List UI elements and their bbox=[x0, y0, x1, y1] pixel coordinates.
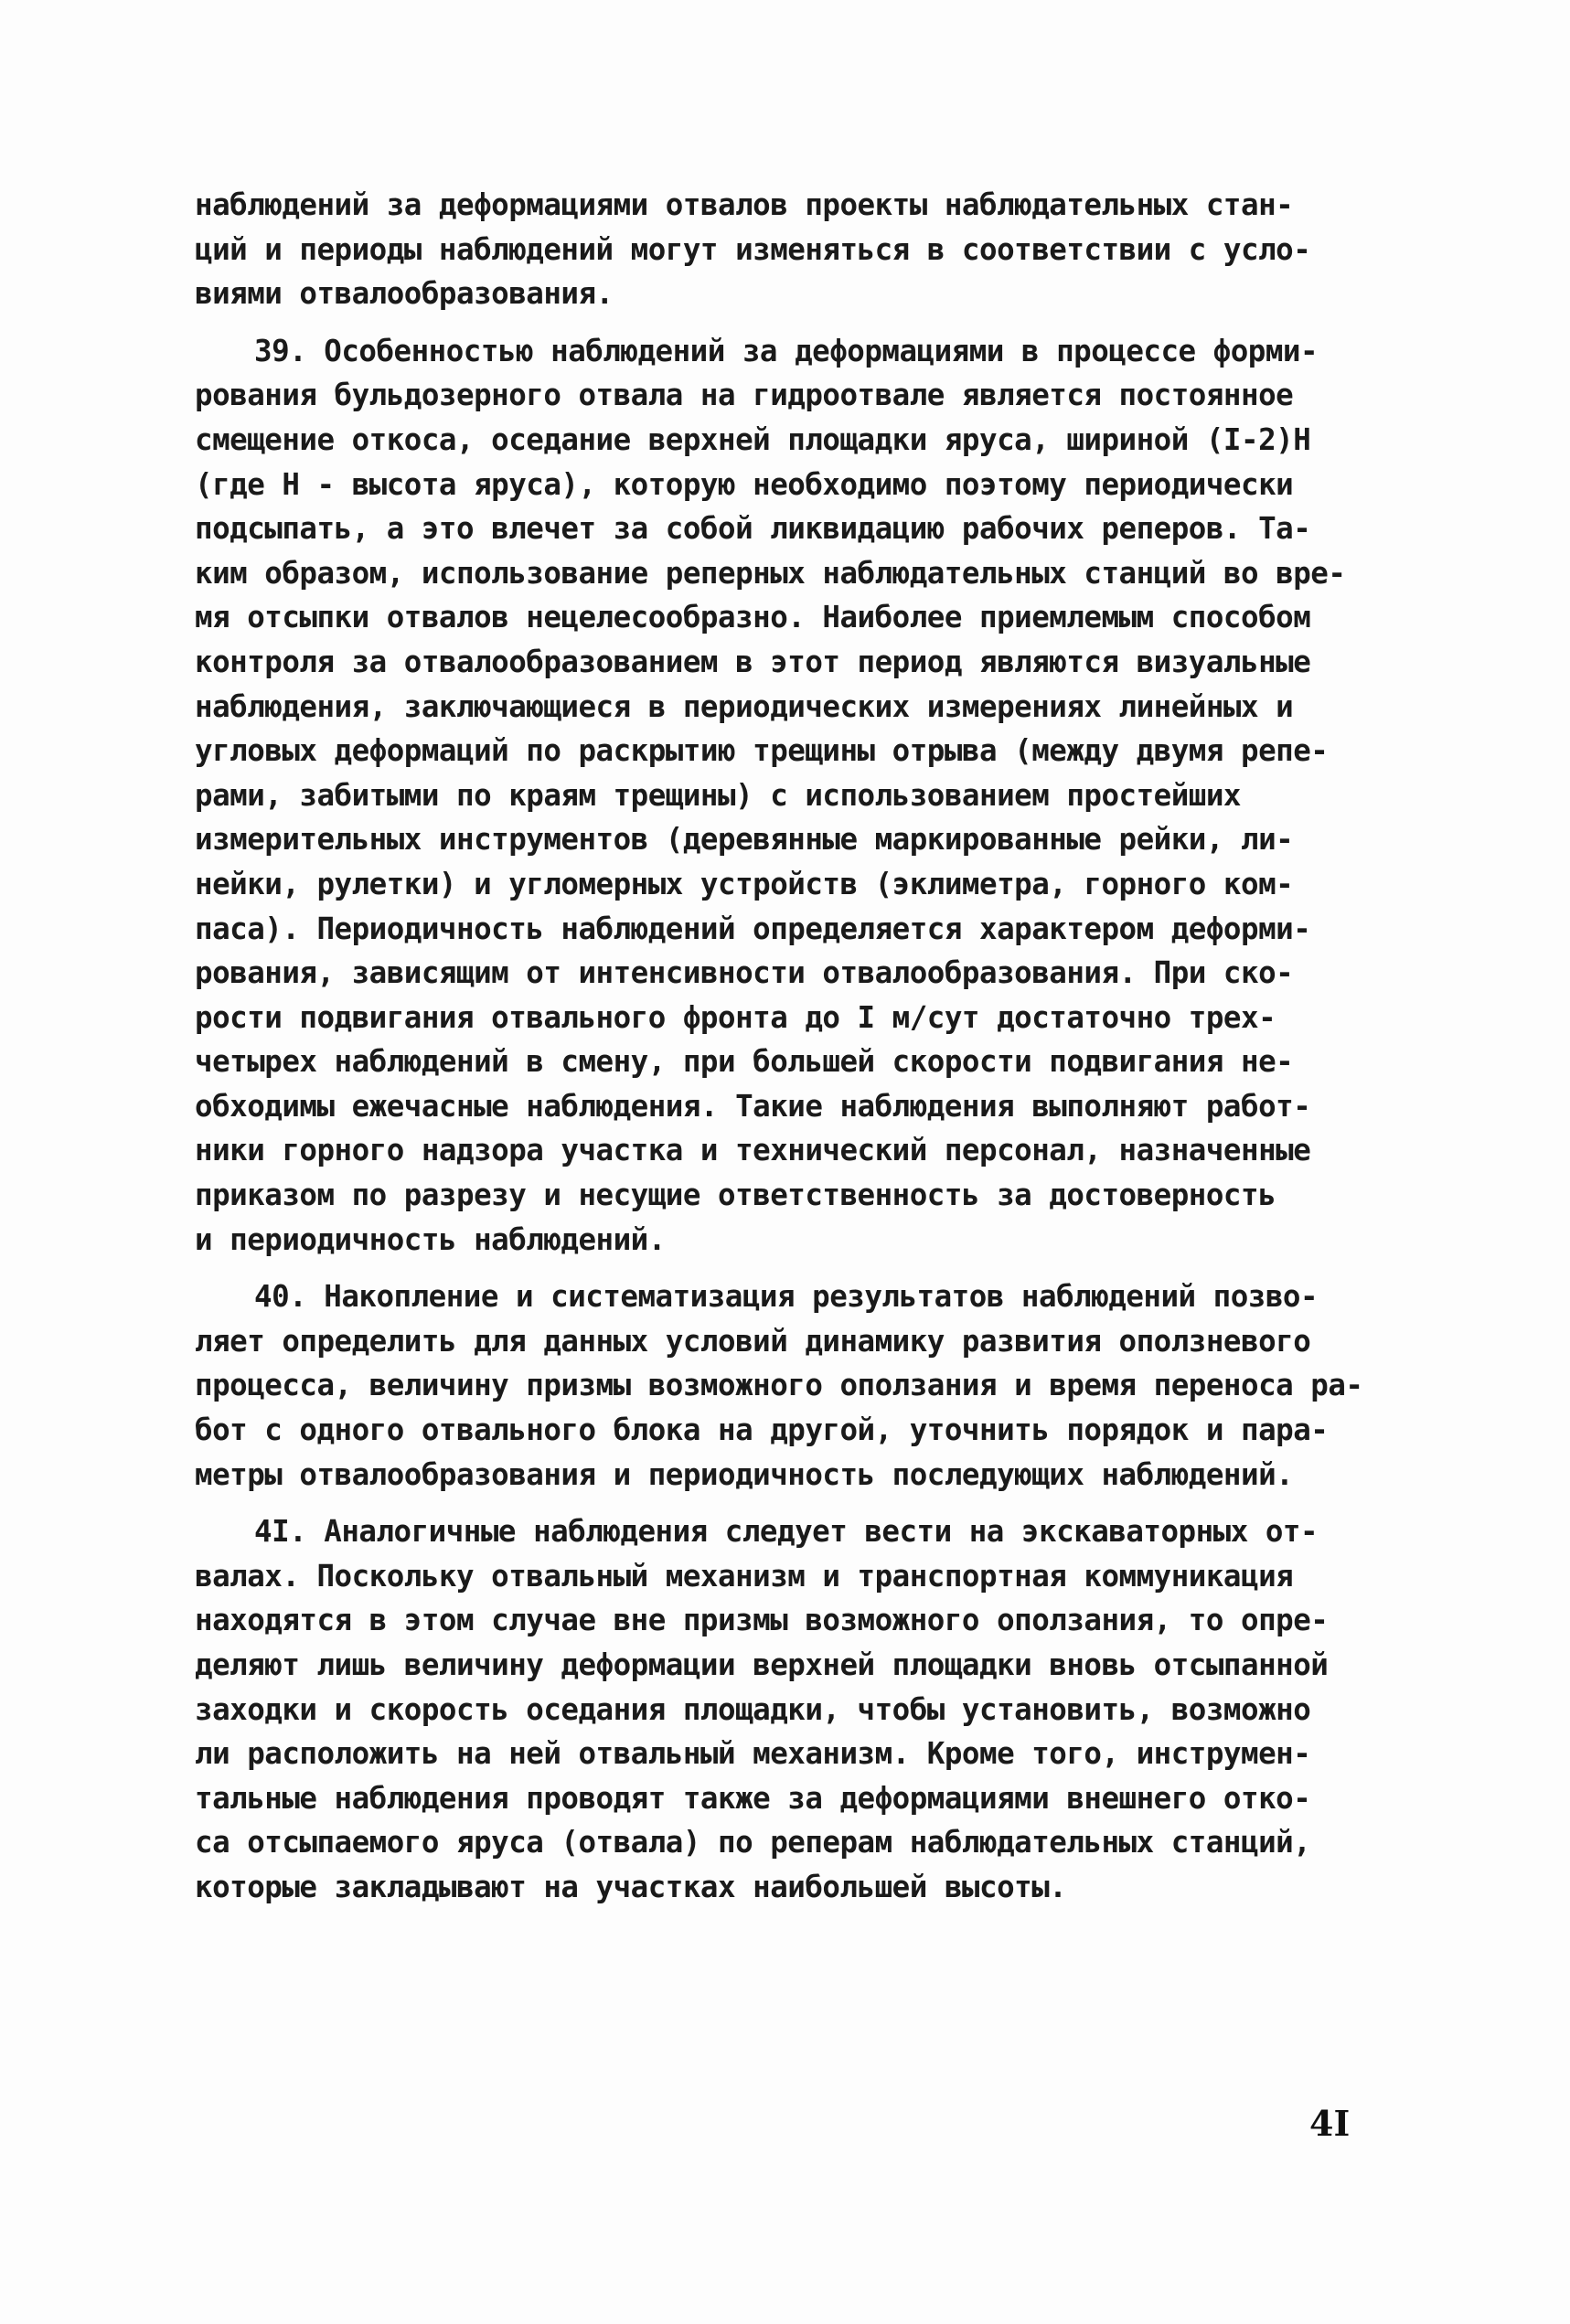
text-line: рования бульдозерного отвала на гидроотвале является постоянное bbox=[195, 378, 1294, 413]
text-line: рами, забитыми по краям трещины) с использованием простейших bbox=[195, 777, 1241, 813]
body-text bbox=[195, 183, 1411, 1910]
text-line: 39. Особенностью наблюдений за деформациями в процессе форми- bbox=[254, 333, 1319, 368]
text-line: обходимы ежечасные наблюдения. Такие наблюдения выполняют работ- bbox=[195, 1088, 1311, 1124]
paragraph-41 bbox=[195, 1509, 1411, 1909]
text-line: паса). Периодичность наблюдений определяется характером деформи- bbox=[195, 911, 1311, 946]
text-line: деляют лишь величину деформации верхней площадки вновь отсыпанной bbox=[195, 1647, 1329, 1682]
text-line: (где Н - высота яруса), которую необходимо поэтому периодически bbox=[195, 466, 1294, 502]
text-line: ляет определить для данных условий динамику развития оползневого bbox=[195, 1323, 1311, 1359]
text-line: четырех наблюдений в смену, при большей скорости подвигания не- bbox=[195, 1044, 1294, 1080]
text-line: 4I. Аналогичные наблюдения следует вести на экскаваторных от- bbox=[254, 1514, 1319, 1550]
text-line: заходки и скорость оседания площадки, чтобы установить, возможно bbox=[195, 1691, 1311, 1727]
text-line: наблюдений за деформациями отвалов проекты наблюдательных стан- bbox=[195, 187, 1294, 222]
text-line: подсыпать, а это влечет за собой ликвидацию рабочих реперов. Та- bbox=[195, 511, 1311, 547]
text-line: ций и периоды наблюдений могут изменяться в соответствии с усло- bbox=[195, 231, 1311, 267]
text-line: нейки, рулетки) и угломерных устройств (эклиметра, горного ком- bbox=[195, 866, 1294, 901]
text-line: процесса, величину призмы возможного оползания и время переноса ра- bbox=[195, 1368, 1363, 1403]
paragraph-40 bbox=[195, 1274, 1411, 1497]
text-line: находятся в этом случае вне призмы возможного оползания, то опре- bbox=[195, 1603, 1329, 1638]
text-line: мя отсыпки отвалов нецелесообразно. Наиболее приемлемым способом bbox=[195, 600, 1311, 635]
text-line: и периодичность наблюдений. bbox=[195, 1221, 666, 1257]
text-line: ли расположить на ней отвальный механизм. Кроме того, инструмен- bbox=[195, 1736, 1311, 1772]
text-line: наблюдения, заключающиеся в периодических измерениях линейных и bbox=[195, 688, 1294, 724]
text-line: приказом по разрезу и несущие ответственность за достоверность bbox=[195, 1178, 1276, 1213]
text-line: измерительных инструментов (деревянные маркированные рейки, ли- bbox=[195, 822, 1294, 858]
text-line: рости подвигания отвального фронта до I м/сут достаточно трех- bbox=[195, 999, 1276, 1035]
page-number: 4I bbox=[1309, 2103, 1351, 2144]
text-line: са отсыпаемого яруса (отвала) по реперам наблюдательных станций, bbox=[195, 1825, 1311, 1860]
text-line: виями отвалообразования. bbox=[195, 276, 614, 312]
text-line: тальные наблюдения проводят также за деформациями внешнего отко- bbox=[195, 1780, 1311, 1816]
text-line: ким образом, использование реперных наблюдательных станций во вре- bbox=[195, 555, 1346, 591]
text-line: угловых деформаций по раскрытию трещины отрыва (между двумя репе- bbox=[195, 733, 1329, 769]
text-line: контроля за отвалообразованием в этот период являются визуальные bbox=[195, 644, 1311, 679]
paragraph-39 bbox=[195, 329, 1411, 1262]
text-line: которые закладывают на участках наибольшей высоты. bbox=[195, 1869, 1067, 1904]
text-line: 40. Накопление и систематизация результатов наблюдений позво- bbox=[254, 1279, 1319, 1315]
text-line: бот с одного отвального блока на другой, уточнить порядок и пара- bbox=[195, 1413, 1329, 1448]
text-line: смещение откоса, оседание верхней площадки яруса, шириной (I-2)Н bbox=[195, 421, 1311, 457]
text-line: метры отвалообразования и периодичность последующих наблюдений. bbox=[195, 1456, 1294, 1492]
paragraph-continuation bbox=[195, 183, 1411, 316]
text-line: рования, зависящим от интенсивности отвалообразования. При ско- bbox=[195, 955, 1294, 991]
text-line: ники горного надзора участка и технический персонал, назначенные bbox=[195, 1133, 1311, 1168]
text-line: валах. Поскольку отвальный механизм и транспортная коммуникация bbox=[195, 1558, 1294, 1594]
